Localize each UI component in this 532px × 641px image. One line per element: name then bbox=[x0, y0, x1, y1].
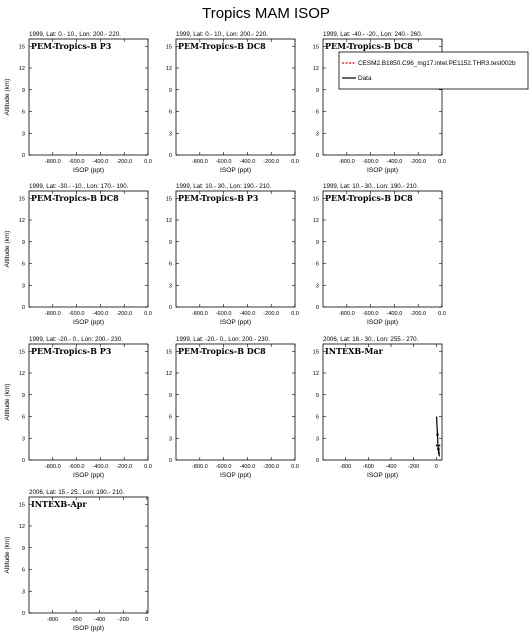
y-tick-label: 9 bbox=[21, 239, 25, 246]
y-tick-label: 3 bbox=[21, 436, 25, 443]
panel-subtitle: 1999, Lat: 0.- 10., Lon: 200.- 220. bbox=[29, 31, 121, 38]
x-tick-label: -600.0 bbox=[68, 464, 85, 470]
legend-box bbox=[339, 52, 528, 89]
y-axis-label: Altitude (km) bbox=[4, 536, 11, 574]
y-tick-label: 9 bbox=[21, 87, 25, 94]
y-tick-label: 3 bbox=[315, 283, 319, 290]
campaign-label: INTEXB-Apr bbox=[31, 499, 87, 509]
x-axis-label: ISOP (ppt) bbox=[219, 167, 252, 174]
x-tick-label: -600.0 bbox=[68, 159, 85, 165]
x-tick-label: -400.0 bbox=[239, 159, 256, 165]
y-tick-label: 6 bbox=[168, 414, 172, 421]
panel-subtitle: 1999, Lat: 0.- 10., Lon: 200.- 220. bbox=[176, 31, 268, 38]
y-tick-label: 15 bbox=[18, 502, 25, 509]
y-tick-label: 9 bbox=[168, 87, 172, 94]
x-tick-label: -800.0 bbox=[191, 311, 208, 317]
y-tick-label: 15 bbox=[312, 196, 319, 203]
x-tick-label: -400.0 bbox=[239, 311, 256, 317]
panel-3 bbox=[313, 31, 528, 174]
x-tick-label: -400.0 bbox=[239, 464, 256, 470]
panel-subtitle: 2006, Lat: 15.- 25., Lon: 190.- 210. bbox=[29, 489, 125, 496]
x-tick-label: -400.0 bbox=[386, 159, 403, 165]
x-tick-label: -200.0 bbox=[263, 159, 280, 165]
x-axis-label: ISOP (ppt) bbox=[72, 472, 105, 479]
figure-title: Tropics MAM ISOP bbox=[202, 5, 330, 22]
campaign-label: PEM-Tropics-B P3 bbox=[31, 346, 112, 356]
y-tick-label: 3 bbox=[168, 283, 172, 290]
y-tick-label: 9 bbox=[315, 392, 319, 399]
x-axis-label: ISOP (ppt) bbox=[219, 472, 252, 479]
panel-subtitle: 1999, Lat: -20.- 0., Lon: 200.- 230. bbox=[29, 336, 123, 343]
campaign-label: PEM-Tropics-B DC8 bbox=[178, 41, 266, 51]
campaign-label: PEM-Tropics-B DC8 bbox=[178, 346, 266, 356]
y-tick-label: 3 bbox=[315, 131, 319, 138]
x-tick-label: -800.0 bbox=[338, 159, 355, 165]
x-tick-label: -400 bbox=[94, 617, 106, 623]
legend-label: CESM2.B1850.C96_mg17.intel.PE1152.THR3.test002b bbox=[358, 60, 516, 68]
plot-frame bbox=[29, 191, 148, 307]
y-axis-label: Altitude (km) bbox=[4, 230, 11, 268]
x-tick-label: -600 bbox=[362, 464, 374, 470]
y-tick-label: 0 bbox=[21, 611, 25, 617]
x-axis-label: ISOP (ppt) bbox=[366, 472, 399, 479]
x-tick-label: 0.0 bbox=[144, 311, 152, 317]
x-tick-label: -800 bbox=[46, 617, 59, 623]
x-tick-label: -800.0 bbox=[191, 159, 208, 165]
x-tick-label: -600.0 bbox=[215, 159, 232, 165]
x-tick-label: -200 bbox=[408, 464, 420, 470]
y-tick-label: 6 bbox=[21, 109, 25, 116]
x-tick-label: -800.0 bbox=[44, 159, 61, 165]
y-tick-label: 6 bbox=[21, 261, 25, 268]
x-tick-label: -400.0 bbox=[92, 464, 109, 470]
x-tick-label: 0 bbox=[145, 617, 149, 623]
panel-6 bbox=[313, 183, 446, 326]
panel-5 bbox=[166, 183, 299, 326]
legend-label: Data bbox=[358, 75, 372, 83]
x-tick-label: -600.0 bbox=[362, 159, 379, 165]
plot-frame bbox=[176, 191, 295, 307]
x-axis-label: ISOP (ppt) bbox=[219, 319, 252, 326]
x-tick-label: 0.0 bbox=[291, 159, 299, 165]
x-tick-label: -200.0 bbox=[263, 311, 280, 317]
panel-subtitle: 1999, Lat: 10.- 30., Lon: 190.- 210. bbox=[323, 183, 419, 190]
panels bbox=[4, 31, 528, 632]
x-tick-label: 0.0 bbox=[438, 311, 446, 317]
campaign-label: PEM-Tropics-B DC8 bbox=[325, 41, 413, 51]
panel-subtitle: 1999, Lat: -40.- -20., Lon: 240.- 260. bbox=[323, 31, 423, 38]
panel-subtitle: 1999, Lat: -20.- 0., Lon: 200.- 230. bbox=[176, 336, 270, 343]
x-tick-label: 0.0 bbox=[438, 159, 446, 165]
x-axis-label: ISOP (ppt) bbox=[72, 167, 105, 174]
y-tick-label: 12 bbox=[18, 371, 25, 377]
y-tick-label: 12 bbox=[18, 524, 25, 530]
x-tick-label: -800.0 bbox=[191, 464, 208, 470]
x-tick-label: -200.0 bbox=[410, 311, 427, 317]
y-tick-label: 9 bbox=[21, 545, 25, 552]
y-tick-label: 3 bbox=[21, 283, 25, 290]
y-tick-label: 6 bbox=[168, 261, 172, 268]
panel-10 bbox=[4, 489, 148, 632]
plot-frame bbox=[29, 344, 148, 460]
y-tick-label: 6 bbox=[168, 109, 172, 116]
plot-frame bbox=[29, 39, 148, 155]
x-tick-label: -800.0 bbox=[44, 311, 61, 317]
campaign-label: PEM-Tropics-B P3 bbox=[31, 41, 112, 51]
panel-2 bbox=[166, 31, 299, 174]
y-tick-label: 9 bbox=[315, 239, 319, 246]
legend bbox=[339, 52, 528, 89]
x-tick-label: -800 bbox=[340, 464, 352, 470]
y-tick-label: 15 bbox=[312, 349, 319, 356]
plot-frame bbox=[29, 497, 148, 613]
y-axis-label: Altitude (km) bbox=[4, 383, 11, 421]
y-tick-label: 6 bbox=[21, 414, 25, 421]
x-tick-label: -600.0 bbox=[68, 311, 85, 317]
panel-subtitle: 1999, Lat: -30.- -10., Lon: 170.- 190. bbox=[29, 183, 129, 190]
x-tick-label: -200.0 bbox=[116, 159, 133, 165]
y-tick-label: 9 bbox=[21, 392, 25, 399]
panel-9 bbox=[313, 336, 442, 479]
y-tick-label: 15 bbox=[18, 196, 25, 203]
x-tick-label: -200.0 bbox=[263, 464, 280, 470]
y-tick-label: 0 bbox=[315, 305, 319, 311]
y-tick-label: 6 bbox=[315, 414, 319, 421]
y-tick-label: 6 bbox=[21, 567, 25, 574]
x-axis-label: ISOP (ppt) bbox=[72, 625, 105, 632]
y-tick-label: 0 bbox=[168, 305, 172, 311]
y-tick-label: 15 bbox=[165, 349, 172, 356]
x-tick-label: -800.0 bbox=[44, 464, 61, 470]
y-tick-label: 9 bbox=[168, 239, 172, 246]
y-tick-label: 15 bbox=[18, 44, 25, 51]
campaign-label: INTEXB-Mar bbox=[325, 346, 383, 356]
y-tick-label: 0 bbox=[21, 153, 25, 159]
y-tick-label: 9 bbox=[315, 87, 319, 94]
y-tick-label: 15 bbox=[312, 44, 319, 51]
y-tick-label: 0 bbox=[315, 153, 319, 159]
x-tick-label: -800.0 bbox=[338, 311, 355, 317]
y-tick-label: 3 bbox=[315, 436, 319, 443]
panel-8 bbox=[166, 336, 299, 479]
x-tick-label: 0.0 bbox=[144, 159, 152, 165]
panel-subtitle: 1999, Lat: 10.- 30., Lon: 190.- 210. bbox=[176, 183, 272, 190]
panel-subtitle: 2006, Lat: 18.- 30., Lon: 255.- 270. bbox=[323, 336, 419, 343]
panel-4 bbox=[4, 183, 152, 326]
x-tick-label: 0.0 bbox=[291, 464, 299, 470]
plot-frame bbox=[323, 191, 442, 307]
y-tick-label: 12 bbox=[165, 371, 172, 377]
y-tick-label: 6 bbox=[315, 109, 319, 116]
y-tick-label: 0 bbox=[168, 458, 172, 464]
y-tick-label: 3 bbox=[21, 131, 25, 138]
y-tick-label: 9 bbox=[168, 392, 172, 399]
x-axis-label: ISOP (ppt) bbox=[72, 319, 105, 326]
y-tick-label: 12 bbox=[312, 371, 319, 377]
y-tick-label: 12 bbox=[18, 66, 25, 72]
y-tick-label: 15 bbox=[165, 196, 172, 203]
x-tick-label: -400.0 bbox=[386, 311, 403, 317]
plot-frame bbox=[323, 344, 442, 460]
campaign-label: PEM-Tropics-B P3 bbox=[178, 193, 259, 203]
y-tick-label: 6 bbox=[315, 261, 319, 268]
y-tick-label: 0 bbox=[315, 458, 319, 464]
x-tick-label: -200.0 bbox=[410, 159, 427, 165]
campaign-label: PEM-Tropics-B DC8 bbox=[31, 193, 119, 203]
x-tick-label: 0.0 bbox=[144, 464, 152, 470]
x-axis-label: ISOP (ppt) bbox=[366, 167, 399, 174]
y-tick-label: 3 bbox=[168, 436, 172, 443]
panel-7 bbox=[4, 336, 152, 479]
y-tick-label: 12 bbox=[165, 218, 172, 224]
y-tick-label: 12 bbox=[165, 66, 172, 72]
x-tick-label: -200.0 bbox=[116, 311, 133, 317]
y-axis-label: Altitude (km) bbox=[4, 78, 11, 116]
y-tick-label: 15 bbox=[18, 349, 25, 356]
y-tick-label: 3 bbox=[168, 131, 172, 138]
panel-1 bbox=[4, 31, 152, 174]
x-tick-label: -600.0 bbox=[215, 311, 232, 317]
x-tick-label: -400 bbox=[385, 464, 397, 470]
x-tick-label: 0 bbox=[434, 464, 438, 470]
x-tick-label: -400.0 bbox=[92, 159, 109, 165]
x-tick-label: -600.0 bbox=[362, 311, 379, 317]
y-tick-label: 12 bbox=[312, 66, 319, 72]
y-tick-label: 0 bbox=[21, 458, 25, 464]
y-tick-label: 12 bbox=[312, 218, 319, 224]
y-tick-label: 0 bbox=[21, 305, 25, 311]
y-tick-label: 0 bbox=[168, 153, 172, 159]
x-tick-label: -400.0 bbox=[92, 311, 109, 317]
campaign-label: PEM-Tropics-B DC8 bbox=[325, 193, 413, 203]
y-tick-label: 3 bbox=[21, 589, 25, 596]
x-tick-label: -600 bbox=[70, 617, 82, 623]
y-tick-label: 15 bbox=[165, 44, 172, 51]
plot-frame bbox=[176, 344, 295, 460]
y-tick-label: 12 bbox=[18, 218, 25, 224]
x-tick-label: -600.0 bbox=[215, 464, 232, 470]
x-tick-label: 0.0 bbox=[291, 311, 299, 317]
x-axis-label: ISOP (ppt) bbox=[366, 319, 399, 326]
x-tick-label: -200.0 bbox=[116, 464, 133, 470]
x-tick-label: -200 bbox=[117, 617, 129, 623]
plot-frame bbox=[176, 39, 295, 155]
